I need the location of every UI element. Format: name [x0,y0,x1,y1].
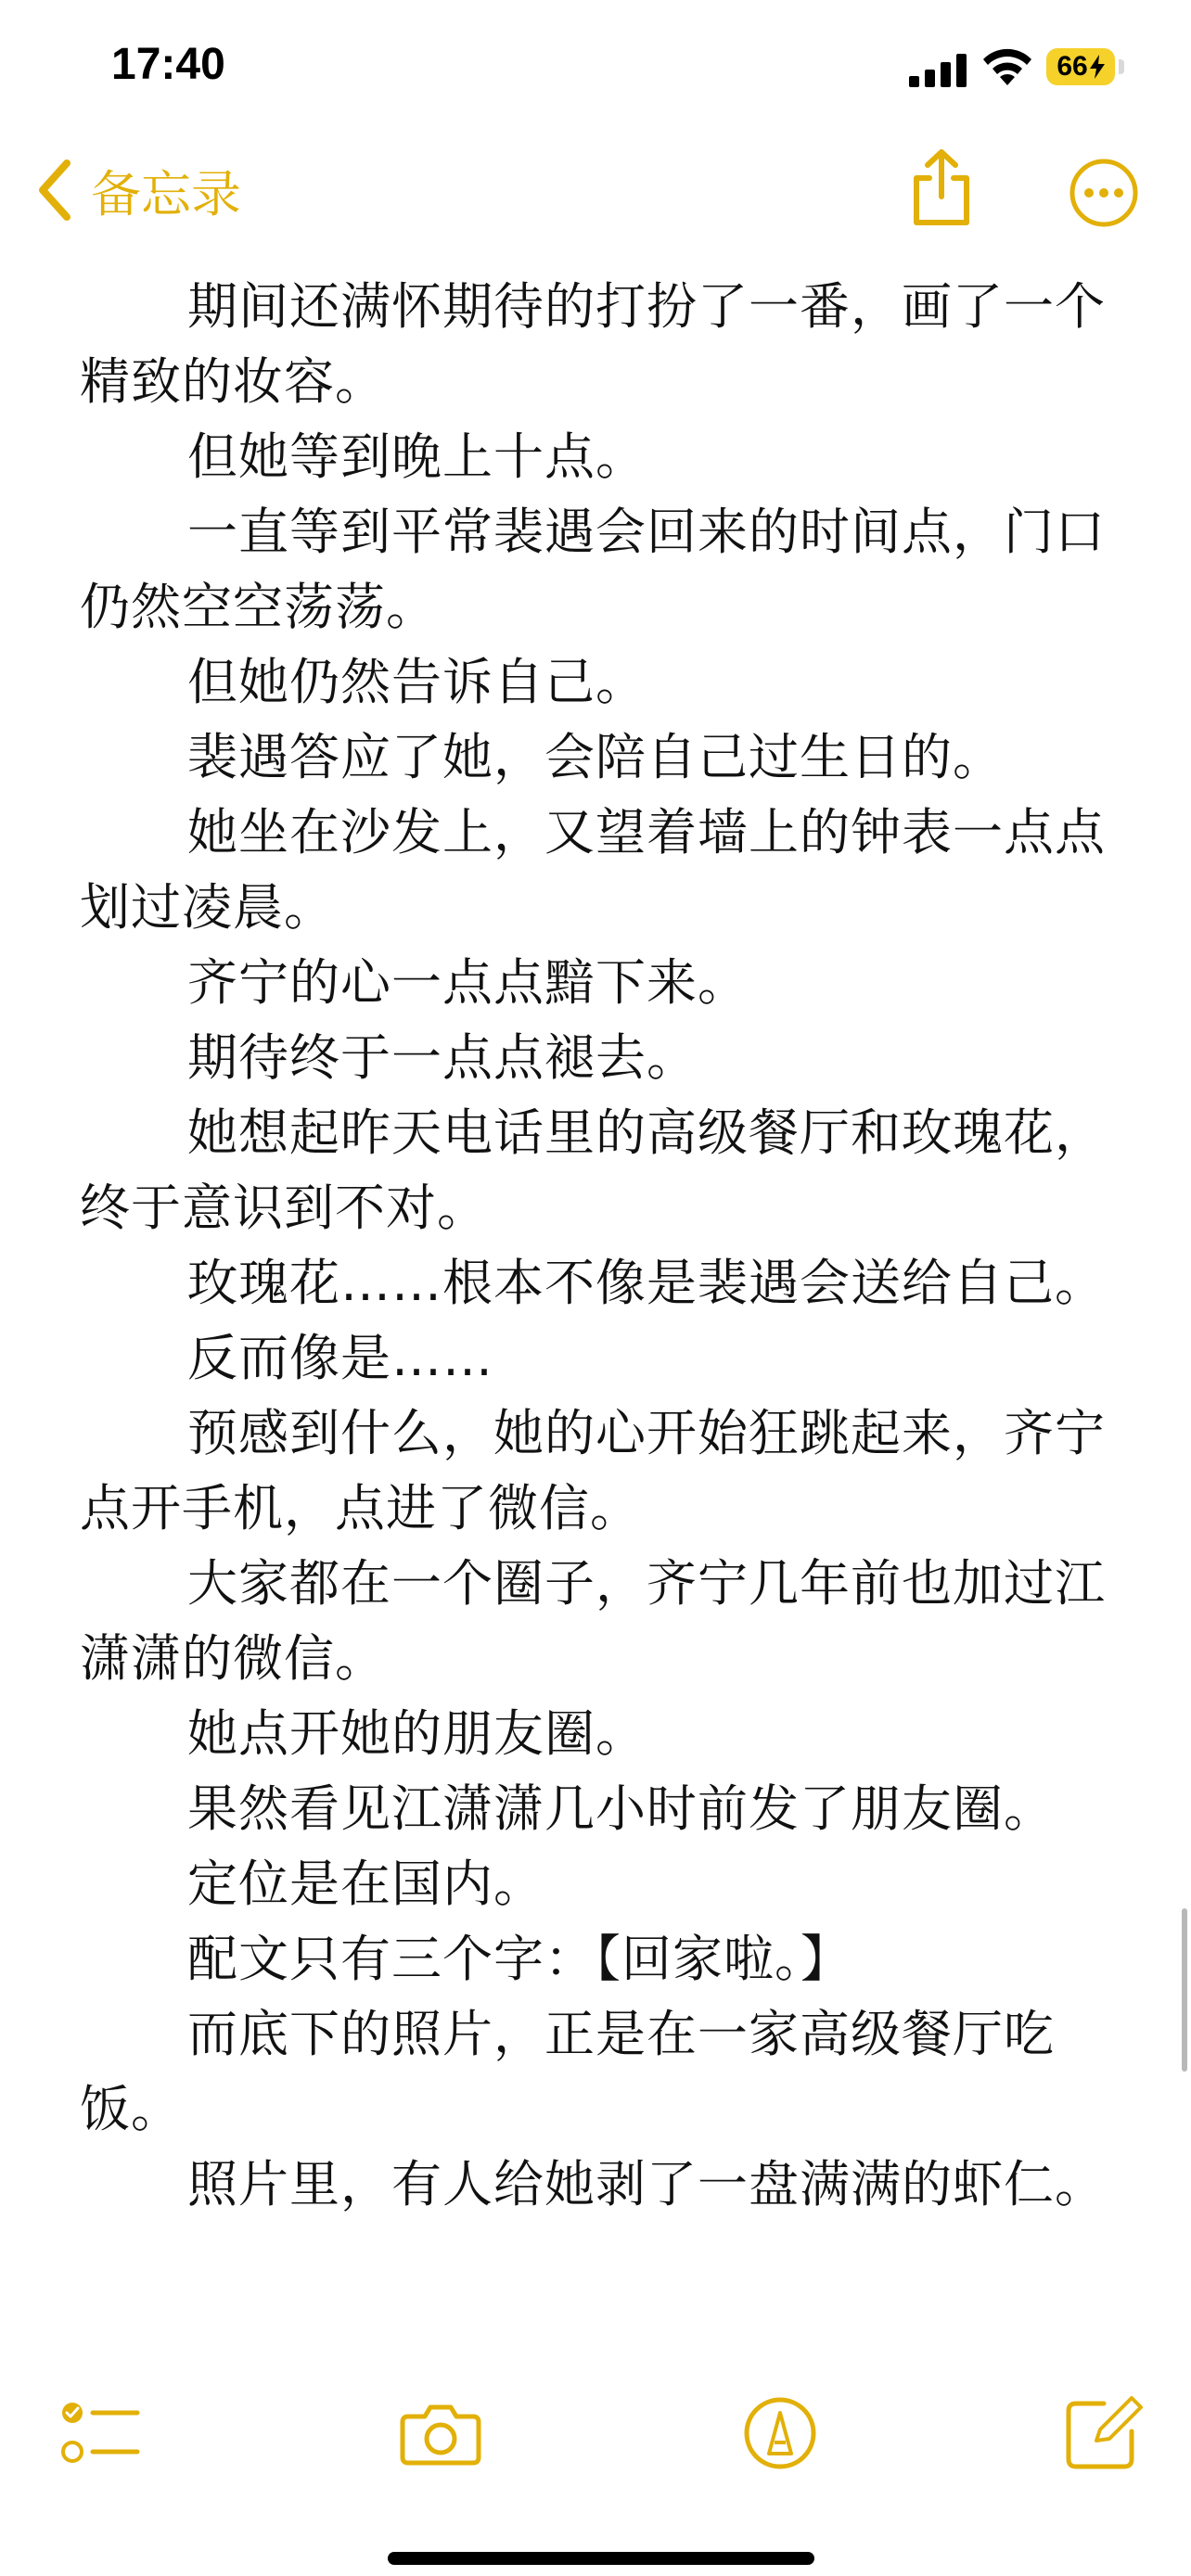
note-paragraph: 齐宁的心一点点黯下来。 [187,953,749,1012]
home-indicator[interactable] [388,2552,814,2565]
note-paragraph: 她坐在沙发上，又望着墙上的钟表一点点划过凌晨。 [80,803,1106,937]
note-paragraph: 照片里，有人给她剥了一盘满满的虾仁。 [187,2155,1106,2213]
cellular-signal-icon [909,54,968,87]
status-bar [0,0,1191,130]
note-paragraph: 预感到什么，她的心开始狂跳起来，齐宁点开手机，点进了微信。 [80,1404,1106,1537]
note-paragraph: 大家都在一个圈子，齐宁几年前也加过江潇潇的微信。 [80,1554,1106,1688]
note-paragraph: 配文只有三个字：【回家啦。】 [187,1930,852,1988]
note-body[interactable] [80,269,1115,2222]
note-paragraph: 而底下的照片，正是在一家高级餐厅吃饭。 [80,2005,1055,2138]
note-paragraph: 期间还满怀期待的打扮了一番，画了一个精致的妆容。 [80,277,1106,411]
markup-pen-icon[interactable] [738,2396,822,2470]
note-paragraph: 定位是在国内。 [187,1855,544,1913]
checklist-icon[interactable] [59,2396,143,2470]
battery-indicator [1046,48,1115,85]
scroll-indicator[interactable] [1182,1908,1187,2072]
chevron-left-icon [33,158,76,223]
note-paragraph: 一直等到平常裴遇会回来的时间点，门口仍然空空荡荡。 [80,503,1106,636]
camera-icon[interactable] [399,2396,482,2470]
note-paragraph: 但她仍然告诉自己。 [187,653,647,711]
note-paragraph: 反而像是…… [187,1329,493,1387]
status-time: 17:40 [111,40,225,89]
note-paragraph: 果然看见江潇潇几小时前发了朋友圈。 [187,1779,1055,1838]
back-button-label: 备忘录 [91,164,241,223]
note-paragraph: 裴遇答应了她，会陪自己过生日的。 [187,728,1004,786]
battery-level: 66 [1057,51,1088,82]
note-paragraph: 她点开她的朋友圈。 [187,1704,647,1763]
note-paragraph: 她想起昨天电话里的高级餐厅和玫瑰花，终于意识到不对。 [80,1103,1106,1237]
note-paragraph: 玫瑰花……根本不像是裴遇会送给自己。 [187,1254,1106,1312]
wifi-icon [981,48,1033,87]
charging-bolt-icon [1090,55,1105,79]
battery-tip [1119,59,1124,74]
share-icon[interactable] [909,148,974,228]
note-paragraph: 但她等到晚上十点。 [187,427,647,486]
back-button[interactable] [33,158,241,223]
note-paragraph: 期待终于一点点褪去。 [187,1028,698,1087]
ellipsis-circle-icon[interactable] [1069,158,1139,228]
compose-icon[interactable] [1063,2396,1146,2470]
